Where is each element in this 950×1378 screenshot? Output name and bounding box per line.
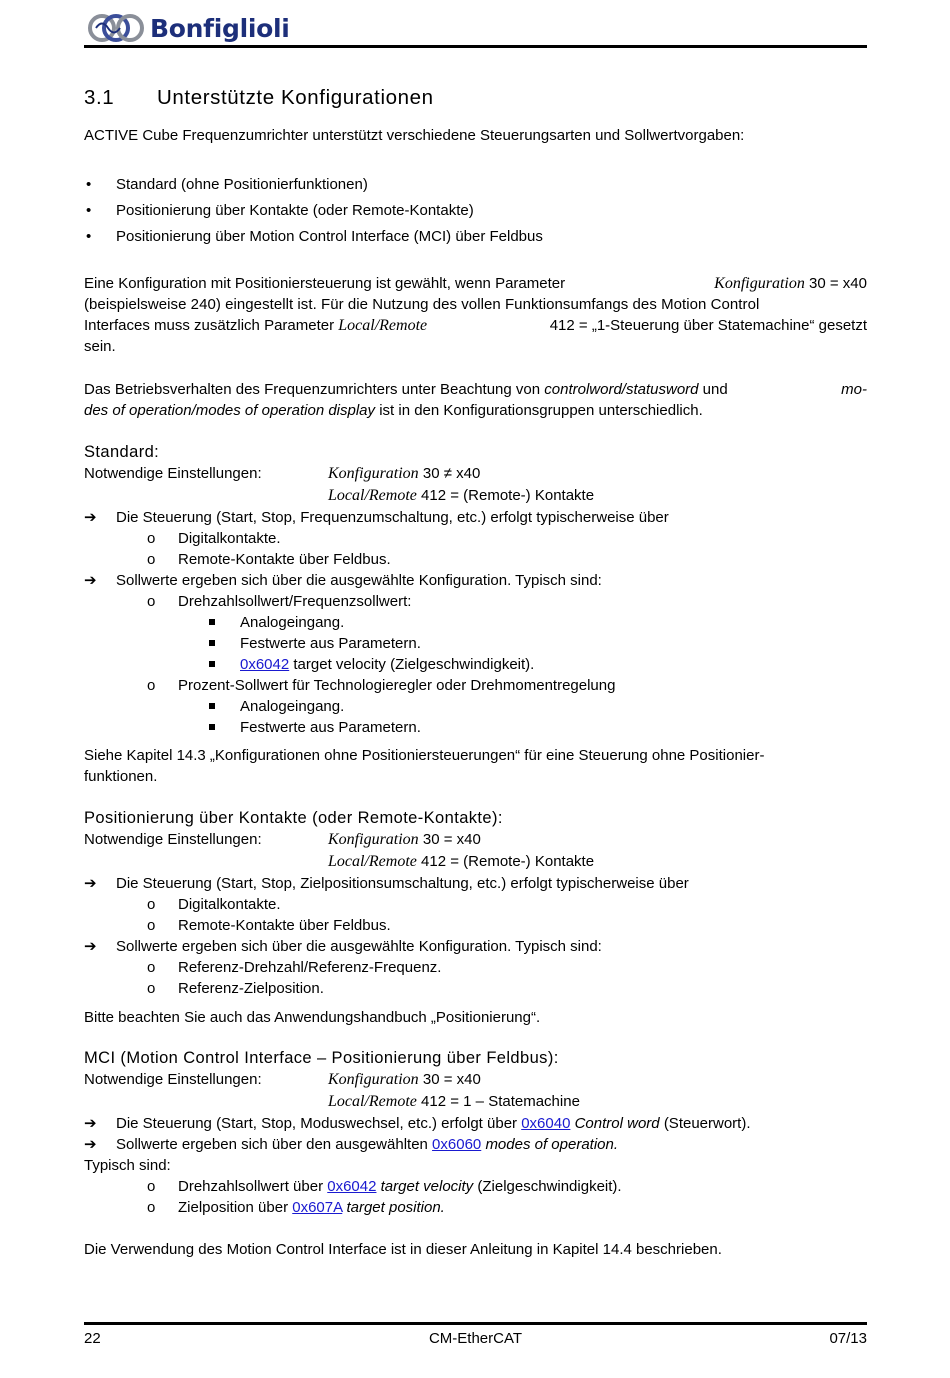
paragraph-config-line: (beispielsweise 240) eingestellt ist. Für die Nutzung des vollen Funktionsumfangs des Motion Control xyxy=(84,296,760,313)
bullet-item: Standard (ohne Positionierfunktionen) xyxy=(116,176,368,193)
logo-text: Bonfiglioli xyxy=(150,13,290,43)
arrow-icon: ➔ xyxy=(84,1136,97,1153)
sub-item: Referenz-Drehzahl/Referenz-Frequenz. xyxy=(178,959,442,976)
page-number: 22 xyxy=(84,1330,101,1347)
section-title: Unterstützte Konfigurationen xyxy=(157,86,434,109)
section-heading xyxy=(84,84,434,112)
bullet-item: Positionierung über Kontakte (oder Remote-Kontakte) xyxy=(116,202,474,219)
section-number: 3.1 xyxy=(84,86,115,109)
arrow-icon: ➔ xyxy=(84,509,97,526)
setting-value: Konfiguration 30 ≠ x40 xyxy=(328,465,481,482)
note-line: Bitte beachten Sie auch das Anwendungshandbuch „Positionierung“. xyxy=(84,1009,541,1026)
paragraph-config-line: sein. xyxy=(84,338,116,355)
text-segment: Eine Konfiguration mit Positioniersteuerung ist gewählt, wenn Parameter xyxy=(84,275,566,292)
document-date: 07/13 xyxy=(829,1330,867,1347)
square-bullet xyxy=(209,640,215,646)
arrow-icon: ➔ xyxy=(84,1115,97,1132)
setting-value: Konfiguration 30 = x40 xyxy=(328,831,481,848)
sub-sub-item: 0x6042 target velocity (Zielgeschwindigkeit). xyxy=(240,656,535,673)
sub-item: Prozent-Sollwert für Technologieregler oder Drehmomentregelung xyxy=(178,677,616,694)
paragraph-config-line xyxy=(84,315,867,336)
sub-sub-item: Festwerte aus Parametern. xyxy=(240,719,421,736)
setting-value: Local/Remote 412 = (Remote-) Kontakte xyxy=(328,487,595,504)
arrow-icon: ➔ xyxy=(84,875,97,892)
object-link[interactable]: 0x6042 xyxy=(240,656,290,673)
arrow-icon: ➔ xyxy=(84,938,97,955)
text-segment: ist in den Konfigurationsgruppen unterschiedlich. xyxy=(379,402,703,419)
note-line: funktionen. xyxy=(84,768,158,785)
square-bullet xyxy=(209,619,215,625)
setting-value: Local/Remote 412 = 1 – Statemachine xyxy=(328,1093,580,1110)
setting-value: Local/Remote 412 = (Remote-) Kontakte xyxy=(328,853,595,870)
header-rule xyxy=(84,45,867,48)
subsection-heading-kontakte: Positionierung über Kontakte (oder Remote-Kontakte): xyxy=(84,809,503,827)
circle-bullet: o xyxy=(147,1178,156,1195)
setting-value: Konfiguration 30 = x40 xyxy=(328,1071,481,1088)
subsection-heading-standard: Standard: xyxy=(84,443,160,461)
paragraph-behavior-line xyxy=(84,400,867,421)
square-bullet xyxy=(209,724,215,730)
sub-item: Remote-Kontakte über Feldbus. xyxy=(178,551,391,568)
sub-item: Drehzahlsollwert über 0x6042 target velocity (Zielgeschwindigkeit). xyxy=(178,1178,622,1195)
bullet-item: Positionierung über Motion Control Interface (MCI) über Feldbus xyxy=(116,228,543,245)
bullet-mark: • xyxy=(86,176,92,193)
italic-term: controlword/statusword xyxy=(544,381,699,398)
object-link[interactable]: 0x6060 xyxy=(432,1136,482,1153)
subsection-heading-mci: MCI (Motion Control Interface – Positionierung über Feldbus): xyxy=(84,1049,559,1067)
arrow-icon: ➔ xyxy=(84,572,97,589)
sub-item: Drehzahlsollwert/Frequenzsollwert: xyxy=(178,593,412,610)
logo-emblem-icon xyxy=(88,13,144,43)
arrow-item: Die Steuerung (Start, Stop, Zielpositionsumschaltung, etc.) erfolgt typischerweise über xyxy=(116,875,689,892)
circle-bullet: o xyxy=(147,593,156,610)
sub-sub-item: Analogeingang. xyxy=(240,614,345,631)
text-segment: 412 = „1-Steuerung über Statemachine“ gesetzt xyxy=(549,317,867,334)
sub-sub-item: Analogeingang. xyxy=(240,698,345,715)
text-segment: Interfaces muss zusätzlich Parameter xyxy=(84,317,335,334)
circle-bullet: o xyxy=(147,959,156,976)
square-bullet xyxy=(209,703,215,709)
object-link[interactable]: 0x6040 xyxy=(521,1115,571,1132)
settings-label: Notwendige Einstellungen: xyxy=(84,465,262,482)
sub-sub-item: Festwerte aus Parametern. xyxy=(240,635,421,652)
paragraph-behavior-line xyxy=(84,379,867,400)
closing-paragraph: Die Verwendung des Motion Control Interface ist in dieser Anleitung in Kapitel 14.4 beschrieben. xyxy=(84,1241,722,1258)
parameter-name: Local/Remote xyxy=(338,317,428,334)
sub-item: Zielposition über 0x607A target position. xyxy=(178,1199,445,1216)
typisch-label: Typisch sind: xyxy=(84,1157,171,1174)
bullet-mark: • xyxy=(86,228,92,245)
arrow-item: Sollwerte ergeben sich über die ausgewählte Konfiguration. Typisch sind: xyxy=(116,572,602,589)
italic-term: mo- xyxy=(841,381,867,398)
circle-bullet: o xyxy=(147,530,156,547)
text-segment: und xyxy=(702,381,728,398)
italic-term: des of operation/modes of operation display xyxy=(84,402,376,419)
circle-bullet: o xyxy=(147,1199,156,1216)
circle-bullet: o xyxy=(147,551,156,568)
square-bullet xyxy=(209,661,215,667)
brand-logo xyxy=(88,10,290,46)
settings-label: Notwendige Einstellungen: xyxy=(84,1071,262,1088)
note-line: Siehe Kapitel 14.3 „Konfigurationen ohne Positioniersteuerungen“ für eine Steuerung ohne Positionier- xyxy=(84,747,765,764)
text-segment: Das Betriebsverhalten des Frequenzumrichters unter Beachtung von xyxy=(84,381,541,398)
object-link[interactable]: 0x607A xyxy=(292,1199,343,1216)
object-link[interactable]: 0x6042 xyxy=(327,1178,377,1195)
intro-paragraph: ACTIVE Cube Frequenzumrichter unterstützt verschiedene Steuerungsarten und Sollwertvorgaben: xyxy=(84,127,745,144)
paragraph-config-line xyxy=(84,273,867,294)
parameter-name: Konfiguration xyxy=(714,275,805,292)
sub-item: Remote-Kontakte über Feldbus. xyxy=(178,917,391,934)
text-segment: 30 = x40 xyxy=(809,275,867,292)
arrow-item: Die Steuerung (Start, Stop, Frequenzumschaltung, etc.) erfolgt typischerweise über xyxy=(116,509,669,526)
bullet-mark: • xyxy=(86,202,92,219)
arrow-item: Sollwerte ergeben sich über die ausgewählte Konfiguration. Typisch sind: xyxy=(116,938,602,955)
sub-item: Referenz-Zielposition. xyxy=(178,980,324,997)
circle-bullet: o xyxy=(147,980,156,997)
document-name: CM-EtherCAT xyxy=(428,1330,523,1347)
sub-item: Digitalkontakte. xyxy=(178,530,281,547)
sub-item: Digitalkontakte. xyxy=(178,896,281,913)
arrow-item: Sollwerte ergeben sich über den ausgewählten 0x6060 modes of operation. xyxy=(116,1136,619,1153)
footer-rule xyxy=(84,1322,867,1325)
arrow-item: Die Steuerung (Start, Stop, Moduswechsel, etc.) erfolgt über 0x6040 Control word (Steuerwort). xyxy=(116,1115,751,1132)
circle-bullet: o xyxy=(147,896,156,913)
circle-bullet: o xyxy=(147,917,156,934)
circle-bullet: o xyxy=(147,677,156,694)
settings-label: Notwendige Einstellungen: xyxy=(84,831,262,848)
